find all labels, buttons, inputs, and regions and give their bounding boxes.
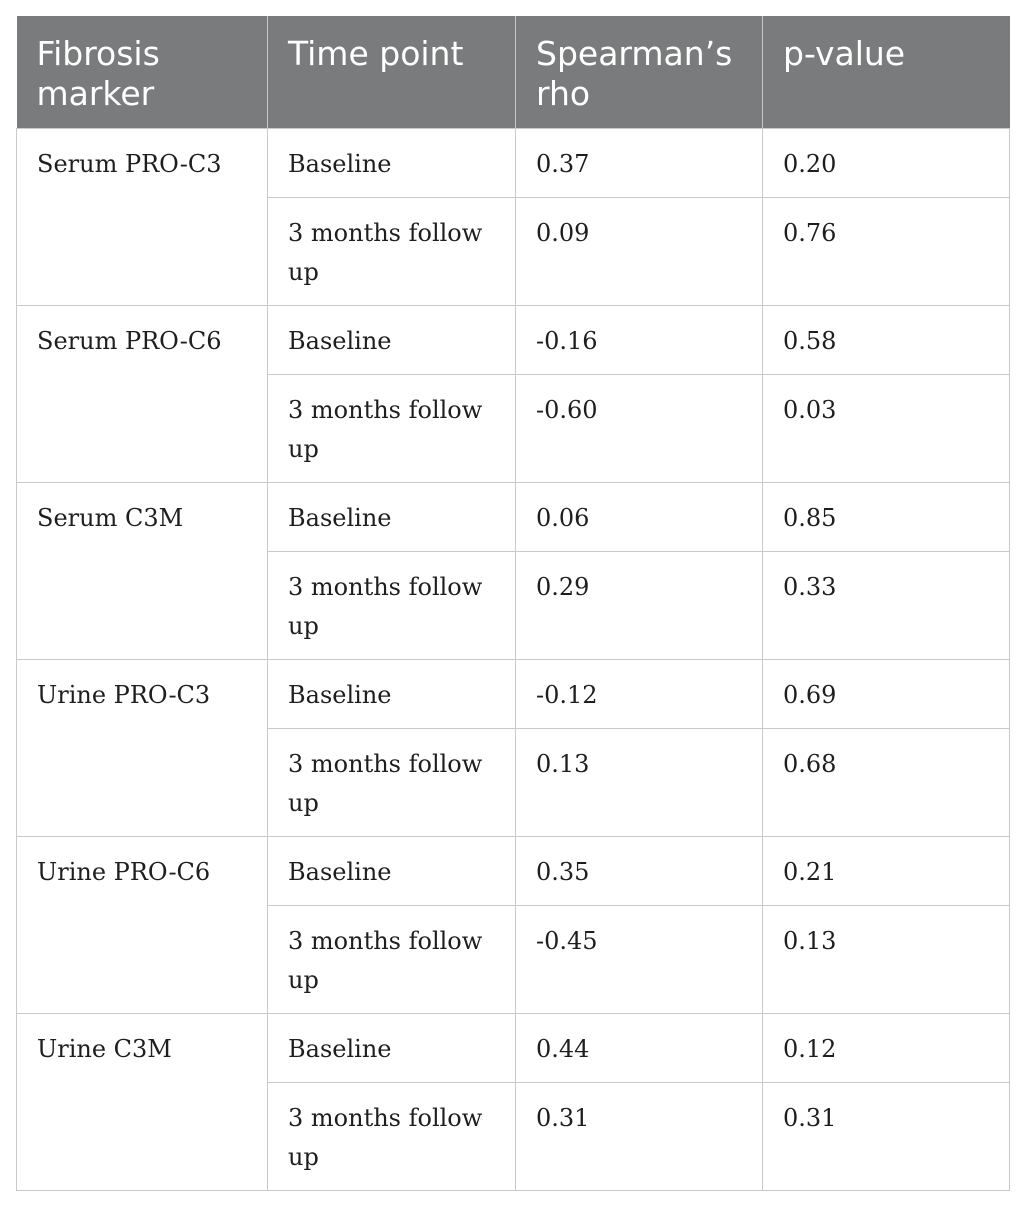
table-row <box>17 129 1010 198</box>
marker-cell: Serum PRO-C6 <box>17 306 268 483</box>
p-value-cell: 0.58 <box>763 306 1010 375</box>
p-value-cell: 0.68 <box>763 729 1010 837</box>
header-time-point: Time point <box>268 16 516 129</box>
marker-cell: Serum C3M <box>17 483 268 660</box>
marker-cell: Urine C3M <box>17 1014 268 1191</box>
rho-cell: -0.12 <box>516 660 763 729</box>
rho-cell: -0.60 <box>516 375 763 483</box>
p-value-cell: 0.03 <box>763 375 1010 483</box>
p-value-cell: 0.76 <box>763 198 1010 306</box>
rho-cell: 0.37 <box>516 129 763 198</box>
time-point-cell: Baseline <box>268 306 516 375</box>
p-value-cell: 0.69 <box>763 660 1010 729</box>
time-point-cell: Baseline <box>268 483 516 552</box>
table-row <box>17 660 1010 729</box>
marker-cell: Serum PRO-C3 <box>17 129 268 306</box>
correlation-table <box>16 16 1010 1191</box>
rho-cell: 0.31 <box>516 1083 763 1191</box>
p-value-cell: 0.12 <box>763 1014 1010 1083</box>
p-value-cell: 0.31 <box>763 1083 1010 1191</box>
header-fibrosis-marker: Fibrosis marker <box>17 16 268 129</box>
rho-cell: -0.45 <box>516 906 763 1014</box>
table-row <box>17 837 1010 906</box>
p-value-cell: 0.33 <box>763 552 1010 660</box>
rho-cell: -0.16 <box>516 306 763 375</box>
time-point-cell: Baseline <box>268 837 516 906</box>
p-value-cell: 0.21 <box>763 837 1010 906</box>
p-value-cell: 0.20 <box>763 129 1010 198</box>
table-header <box>17 16 1010 129</box>
table-row <box>17 306 1010 375</box>
marker-cell: Urine PRO-C3 <box>17 660 268 837</box>
time-point-cell: Baseline <box>268 660 516 729</box>
table-body <box>17 129 1010 1191</box>
rho-cell: 0.29 <box>516 552 763 660</box>
time-point-cell: 3 months follow up <box>268 906 516 1014</box>
rho-cell: 0.09 <box>516 198 763 306</box>
time-point-cell: 3 months follow up <box>268 729 516 837</box>
rho-cell: 0.35 <box>516 837 763 906</box>
header-p-value: p-value <box>763 16 1010 129</box>
rho-cell: 0.44 <box>516 1014 763 1083</box>
time-point-cell: 3 months follow up <box>268 198 516 306</box>
time-point-cell: 3 months follow up <box>268 552 516 660</box>
time-point-cell: Baseline <box>268 129 516 198</box>
time-point-cell: 3 months follow up <box>268 375 516 483</box>
table-row <box>17 483 1010 552</box>
time-point-cell: 3 months follow up <box>268 1083 516 1191</box>
time-point-cell: Baseline <box>268 1014 516 1083</box>
header-spearmans-rho: Spearman’s rho <box>516 16 763 129</box>
p-value-cell: 0.13 <box>763 906 1010 1014</box>
rho-cell: 0.13 <box>516 729 763 837</box>
table-row <box>17 1014 1010 1083</box>
marker-cell: Urine PRO-C6 <box>17 837 268 1014</box>
header-row <box>17 16 1010 129</box>
p-value-cell: 0.85 <box>763 483 1010 552</box>
rho-cell: 0.06 <box>516 483 763 552</box>
